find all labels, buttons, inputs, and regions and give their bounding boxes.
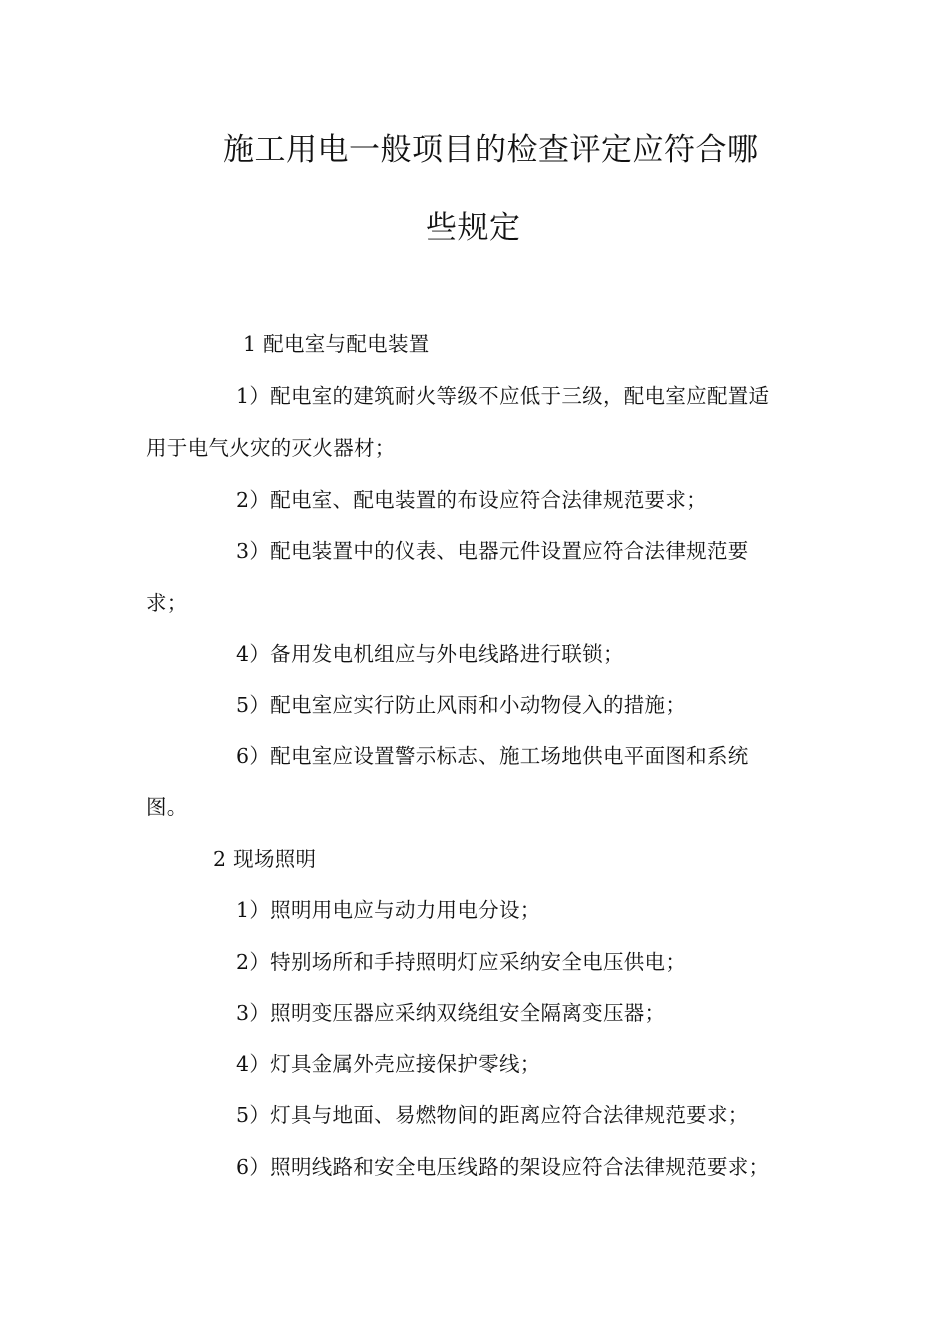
section-1-item-5: 5）配电室应实行防止风雨和小动物侵入的措施； <box>236 693 687 717</box>
section-1-item-6-line-1: 6）配电室应设置警示标志、施工场地供电平面图和系统 <box>236 744 749 768</box>
section-1-item-4: 4）备用发电机组应与外电线路进行联锁； <box>236 642 624 666</box>
section-1-item-1-line-2: 用于电气火灾的灭火器材； <box>146 436 396 460</box>
section-2-item-3: 3）照明变压器应采纳双绕组安全隔离变压器； <box>236 1001 666 1025</box>
section-2-item-2: 2）特别场所和手持照明灯应采纳安全电压供电； <box>236 950 687 974</box>
section-1-item-1-line-1: 1）配电室的建筑耐火等级不应低于三级，配电室应配置适 <box>236 384 770 408</box>
section-2-heading: 2 现场照明 <box>213 847 317 871</box>
section-2-item-5: 5）灯具与地面、易燃物间的距离应符合法律规范要求； <box>236 1103 749 1127</box>
document-title-line-2: 些规定 <box>426 210 521 246</box>
section-2-item-1: 1）照明用电应与动力用电分设； <box>236 898 541 922</box>
section-1-item-3-line-1: 3）配电装置中的仪表、电器元件设置应符合法律规范要 <box>236 539 749 563</box>
section-1-item-2: 2）配电室、配电装置的布设应符合法律规范要求； <box>236 488 707 512</box>
section-1-heading: 1 配电室与配电装置 <box>243 332 430 356</box>
document-title-line-1: 施工用电一般项目的检查评定应符合哪 <box>223 132 759 168</box>
section-1-item-3-line-2: 求； <box>146 591 188 615</box>
section-2-item-6: 6）照明线路和安全电压线路的架设应符合法律规范要求； <box>236 1155 770 1179</box>
section-1-item-6-line-2: 图。 <box>146 795 188 819</box>
section-2-item-4: 4）灯具金属外壳应接保护零线； <box>236 1052 541 1076</box>
